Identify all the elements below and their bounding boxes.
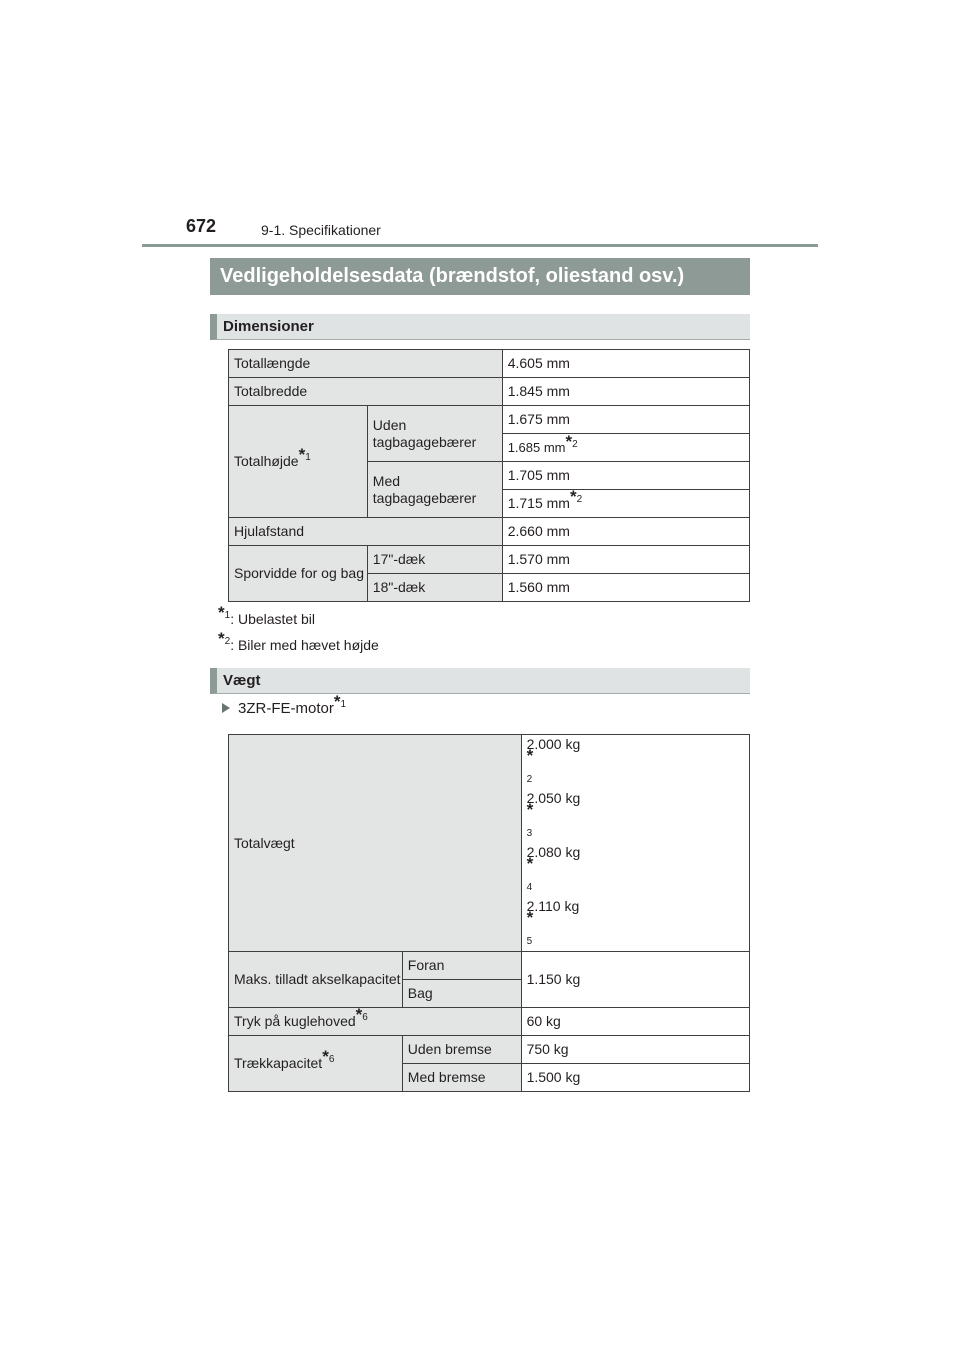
section-title: 9-1. Specifikationer <box>261 222 381 238</box>
table-row <box>229 378 750 406</box>
height-without-rack-value: 1.675 mm <box>502 406 749 434</box>
without-rack-label: Uden tagbagagebærer <box>367 406 502 462</box>
table-row <box>229 518 750 546</box>
table-row <box>229 1008 750 1036</box>
tire-17-label: 17"-dæk <box>367 546 502 574</box>
tire-17-value: 1.570 mm <box>502 546 749 574</box>
table-row <box>229 952 750 980</box>
footnote-2: $^{*2}$: Biler med hævet højde <box>218 629 379 653</box>
ball-load-value: 60 kg <box>521 1008 749 1036</box>
dimensions-table <box>228 349 750 602</box>
with-rack-label: Med tagbagagebærer <box>367 462 502 518</box>
axle-capacity-label: Maks. tilladt akselkapacitet <box>229 952 403 1008</box>
height-with-rack-raised-value: 1.715 $mm^{*2}$ <box>502 490 749 518</box>
unbraked-label: Uden bremse <box>402 1036 521 1064</box>
total-height-label: Totalhøjde$^{*1}$ <box>229 406 368 518</box>
braked-value: 1.500 kg <box>521 1064 749 1092</box>
table-row <box>229 1036 750 1064</box>
axle-rear-label: Bag <box>402 980 521 1008</box>
wheelbase-label: Hjulafstand <box>229 518 503 546</box>
height-with-rack-value: 1.705 mm <box>502 462 749 490</box>
tire-18-value: 1.560 mm <box>502 574 749 602</box>
height-without-rack-raised-value: 1.685 $mm^{*2}$ <box>502 434 749 462</box>
table-row <box>229 546 750 574</box>
track-label: Sporvidde for og bag <box>229 546 368 602</box>
weight-table <box>228 734 750 1092</box>
ball-load-label: Tryk på kuglehoved$^{*6}$ <box>229 1008 522 1036</box>
axle-capacity-value: 1.150 kg <box>521 952 749 1008</box>
engine-label: 3ZR-FE-motor$^{*1}$ <box>222 700 346 717</box>
header-divider <box>142 244 818 247</box>
total-weight-values: 2.000 kg $^{* 2}$ 2.050 kg $^{* 3}$ 2.080 kg $^{* 4}$ 2.110 kg $^{* 5}$ <box>521 735 749 952</box>
unbraked-value: 750 kg <box>521 1036 749 1064</box>
table-row <box>229 406 750 434</box>
total-width-value: 1.845 mm <box>502 378 749 406</box>
table-row <box>229 735 750 952</box>
weight-heading: Vægt <box>210 668 750 694</box>
triangle-bullet-icon <box>222 703 230 713</box>
towing-capacity-label: Trækkapacitet$^{*6}$ <box>229 1036 403 1092</box>
table-row <box>229 350 750 378</box>
total-length-label: Totallængde <box>229 350 503 378</box>
footnote-1: $^{*1}$: Ubelastet bil <box>218 603 316 627</box>
tire-18-label: 18"-dæk <box>367 574 502 602</box>
chapter-banner: Vedligeholdelsesdata (brændstof, oliestand osv.) <box>210 258 750 295</box>
page-number: 672 <box>186 216 217 236</box>
total-width-label: Totalbredde <box>229 378 503 406</box>
wheelbase-value: 2.660 mm <box>502 518 749 546</box>
dimensions-heading: Dimensioner <box>210 314 750 340</box>
total-weight-label: Totalvægt <box>229 735 522 952</box>
axle-front-label: Foran <box>402 952 521 980</box>
total-length-value: 4.605 mm <box>502 350 749 378</box>
braked-label: Med bremse <box>402 1064 521 1092</box>
